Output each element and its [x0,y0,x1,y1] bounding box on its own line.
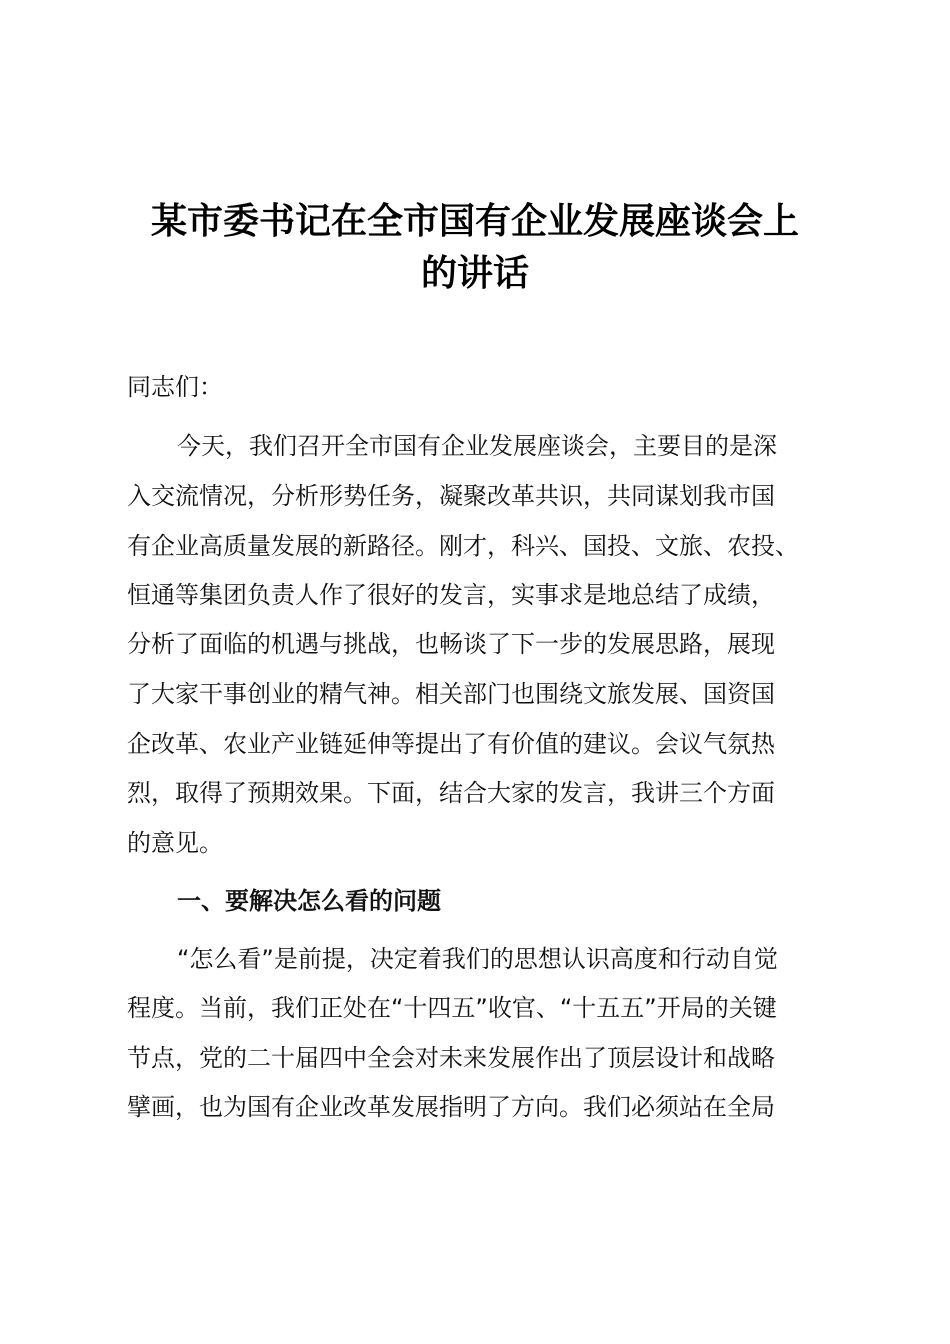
paragraph-1-line-8: 烈，取得了预期效果。下面，结合大家的发言，我讲三个方面 [127,779,775,807]
paragraph-1-line-5: 分析了面临的机遇与挑战，也畅谈了下一步的发展思路，展现 [127,630,775,658]
section-1-heading: 一、要解决怎么看的问题 [177,887,441,915]
paragraph-1-line-4: 恒通等集团负责人作了很好的发言，实事求是地总结了成绩， [127,581,775,609]
paragraph-1-line-6: 了大家干事创业的精气神。相关部门也围绕文旅发展、国资国 [127,680,775,708]
paragraph-2-line-3: 节点，党的二十届四中全会对未来发展作出了顶层设计和战略 [127,1044,775,1072]
title-line-1: 某市委书记在全市国有企业发展座谈会上 [150,200,799,242]
paragraph-1-line-9: 的意见。 [127,829,223,857]
salutation: 同志们： [127,373,223,401]
paragraph-1-line-3: 有企业高质量发展的新路径。刚才，科兴、国投、文旅、农投、 [127,532,799,560]
paragraph-2-line-1: “怎么看”是前提，决定着我们的思想认识高度和行动自觉 [177,945,778,973]
paragraph-2-line-2: 程度。当前，我们正处在“十四五”收官、“十五五”开局的关键 [127,994,777,1022]
title-line-2: 的讲话 [420,252,529,294]
document-title [120,195,830,299]
paragraph-1-line-2: 入交流情况，分析形势任务，凝聚改革共识，共同谋划我市国 [127,482,775,510]
paragraph-1-line-1: 今天，我们召开全市国有企业发展座谈会，主要目的是深 [177,432,777,460]
paragraph-2-line-4: 擘画，也为国有企业改革发展指明了方向。我们必须站在全局 [127,1093,775,1121]
paragraph-1-line-7: 企改革、农业产业链延伸等提出了有价值的建议。会议气氛热 [127,730,775,758]
